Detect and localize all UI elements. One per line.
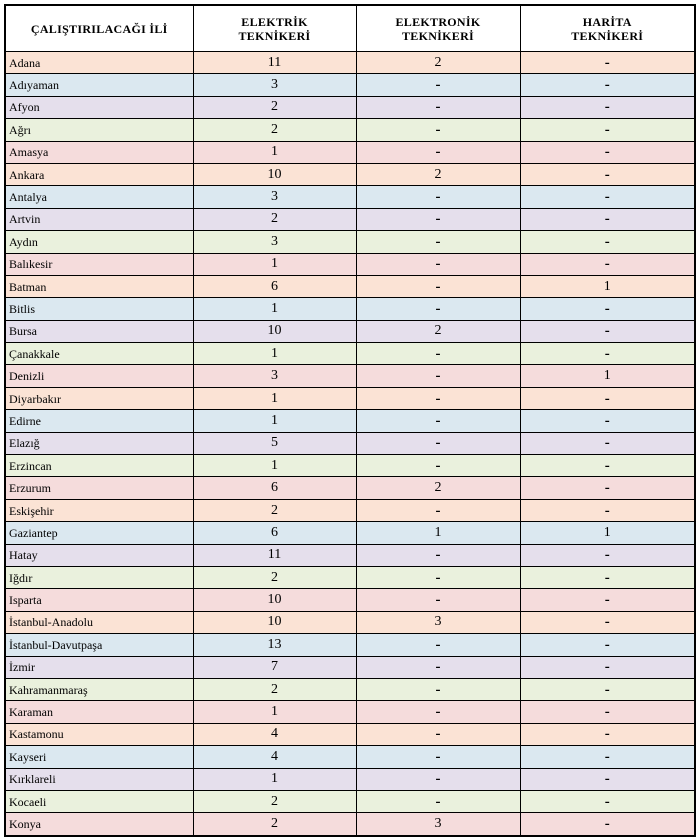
electronic-technician-cell: - [356,634,520,656]
map-technician-cell: - [520,723,695,745]
province-cell: Adana [5,52,193,74]
electric-technician-cell: 3 [193,186,356,208]
electronic-technician-cell: 2 [356,477,520,499]
map-technician-cell: - [520,432,695,454]
table-row [5,141,695,163]
province-cell: Konya [5,813,193,836]
table-row [5,768,695,790]
province-cell: Amasya [5,141,193,163]
electric-technician-cell: 2 [193,499,356,521]
electronic-technician-cell: - [356,656,520,678]
table-row [5,208,695,230]
electronic-technician-cell: - [356,119,520,141]
map-technician-cell: - [520,611,695,633]
electronic-technician-cell: 1 [356,522,520,544]
header-electronic-technician: ELEKTRONİK TEKNİKERİ [356,5,520,52]
map-technician-cell: - [520,455,695,477]
province-cell: Erzurum [5,477,193,499]
province-cell: Aydın [5,231,193,253]
electric-technician-cell: 1 [193,141,356,163]
province-cell: Kayseri [5,746,193,768]
province-cell: İzmir [5,656,193,678]
electric-technician-cell: 13 [193,634,356,656]
province-cell: Edirne [5,410,193,432]
electric-technician-cell: 1 [193,410,356,432]
table-row [5,96,695,118]
electronic-technician-cell: - [356,231,520,253]
header-map-technician: HARİTA TEKNİKERİ [520,5,695,52]
table-row [5,163,695,185]
map-technician-cell: - [520,387,695,409]
province-cell: Adıyaman [5,74,193,96]
electric-technician-cell: 2 [193,678,356,700]
electronic-technician-cell: - [356,186,520,208]
map-technician-cell: - [520,343,695,365]
province-cell: Kocaeli [5,790,193,812]
electric-technician-cell: 10 [193,589,356,611]
province-cell: Ankara [5,163,193,185]
map-technician-cell: - [520,768,695,790]
map-technician-cell: 1 [520,365,695,387]
table-row [5,455,695,477]
table-row [5,790,695,812]
map-technician-cell: - [520,656,695,678]
province-cell: Artvin [5,208,193,230]
province-cell: Kastamonu [5,723,193,745]
table-row [5,253,695,275]
province-cell: İstanbul-Anadolu [5,611,193,633]
province-cell: Batman [5,275,193,297]
table-row [5,522,695,544]
electric-technician-cell: 5 [193,432,356,454]
map-technician-cell: - [520,74,695,96]
table-row [5,275,695,297]
electronic-technician-cell: - [356,96,520,118]
electronic-technician-cell: - [356,365,520,387]
map-technician-cell: - [520,746,695,768]
electronic-technician-cell: - [356,141,520,163]
electric-technician-cell: 1 [193,455,356,477]
map-technician-cell: 1 [520,522,695,544]
table-row [5,343,695,365]
map-technician-cell: - [520,320,695,342]
electric-technician-cell: 11 [193,52,356,74]
table-row [5,746,695,768]
electric-technician-cell: 10 [193,320,356,342]
table-row [5,634,695,656]
map-technician-cell: - [520,634,695,656]
table-row [5,656,695,678]
header-electric-technician: ELEKTRİK TEKNİKERİ [193,5,356,52]
table-row [5,119,695,141]
electric-technician-cell: 6 [193,477,356,499]
electronic-technician-cell: - [356,387,520,409]
province-cell: Isparta [5,589,193,611]
table-row [5,298,695,320]
map-technician-cell: - [520,253,695,275]
electric-technician-cell: 2 [193,96,356,118]
table-row [5,186,695,208]
map-technician-cell: - [520,96,695,118]
electronic-technician-cell: - [356,790,520,812]
province-cell: Eskişehir [5,499,193,521]
table-row [5,52,695,74]
table-row [5,813,695,836]
electronic-technician-cell: - [356,74,520,96]
electric-technician-cell: 4 [193,746,356,768]
map-technician-cell: - [520,410,695,432]
electric-technician-cell: 11 [193,544,356,566]
province-cell: İstanbul-Davutpaşa [5,634,193,656]
electronic-technician-cell: - [356,701,520,723]
electronic-technician-cell: - [356,275,520,297]
electric-technician-cell: 3 [193,365,356,387]
electronic-technician-cell: 3 [356,813,520,836]
table-row [5,231,695,253]
electronic-technician-cell: - [356,455,520,477]
table-row [5,477,695,499]
electronic-technician-cell: - [356,298,520,320]
table-row [5,432,695,454]
table-row [5,499,695,521]
province-cell: Bursa [5,320,193,342]
electric-technician-cell: 2 [193,119,356,141]
electronic-technician-cell: 3 [356,611,520,633]
electronic-technician-cell: - [356,566,520,588]
province-cell: Karaman [5,701,193,723]
electronic-technician-cell: - [356,432,520,454]
electric-technician-cell: 1 [193,701,356,723]
header-province: ÇALIŞTIRILACAĞI İLİ [5,5,193,52]
map-technician-cell: - [520,298,695,320]
electronic-technician-cell: - [356,746,520,768]
electric-technician-cell: 10 [193,611,356,633]
electric-technician-cell: 1 [193,768,356,790]
electronic-technician-cell: 2 [356,320,520,342]
electronic-technician-cell: - [356,589,520,611]
electric-technician-cell: 6 [193,522,356,544]
province-cell: Ağrı [5,119,193,141]
table-row [5,320,695,342]
map-technician-cell: - [520,208,695,230]
electric-technician-cell: 3 [193,74,356,96]
electronic-technician-cell: 2 [356,163,520,185]
electric-technician-cell: 2 [193,566,356,588]
table-row [5,678,695,700]
table-row [5,74,695,96]
province-cell: Balıkesir [5,253,193,275]
province-cell: Afyon [5,96,193,118]
electronic-technician-cell: - [356,768,520,790]
map-technician-cell: 1 [520,275,695,297]
province-cell: Diyarbakır [5,387,193,409]
province-cell: Erzincan [5,455,193,477]
province-cell: Elazığ [5,432,193,454]
electric-technician-cell: 2 [193,813,356,836]
electric-technician-cell: 7 [193,656,356,678]
electric-technician-cell: 2 [193,790,356,812]
map-technician-cell: - [520,544,695,566]
province-cell: Kahramanmaraş [5,678,193,700]
table-header [5,5,695,52]
province-cell: Hatay [5,544,193,566]
table-row [5,611,695,633]
staff-allocation-table [4,4,696,837]
electric-technician-cell: 1 [193,253,356,275]
map-technician-cell: - [520,163,695,185]
electric-technician-cell: 1 [193,387,356,409]
electric-technician-cell: 10 [193,163,356,185]
province-cell: Antalya [5,186,193,208]
map-technician-cell: - [520,701,695,723]
electric-technician-cell: 4 [193,723,356,745]
map-technician-cell: - [520,813,695,836]
electronic-technician-cell: - [356,343,520,365]
table-row [5,365,695,387]
table-row [5,410,695,432]
map-technician-cell: - [520,566,695,588]
table-row [5,566,695,588]
map-technician-cell: - [520,186,695,208]
province-cell: Denizli [5,365,193,387]
electronic-technician-cell: - [356,723,520,745]
province-cell: Gaziantep [5,522,193,544]
province-cell: Iğdır [5,566,193,588]
table-row [5,544,695,566]
electronic-technician-cell: - [356,499,520,521]
map-technician-cell: - [520,477,695,499]
province-cell: Çanakkale [5,343,193,365]
electric-technician-cell: 6 [193,275,356,297]
province-cell: Kırklareli [5,768,193,790]
map-technician-cell: - [520,119,695,141]
electric-technician-cell: 1 [193,298,356,320]
electronic-technician-cell: 2 [356,52,520,74]
electronic-technician-cell: - [356,208,520,230]
header-row [5,5,695,52]
table-row [5,723,695,745]
map-technician-cell: - [520,141,695,163]
province-cell: Bitlis [5,298,193,320]
map-technician-cell: - [520,790,695,812]
map-technician-cell: - [520,231,695,253]
electric-technician-cell: 1 [193,343,356,365]
table-body [5,52,695,836]
electric-technician-cell: 2 [193,208,356,230]
map-technician-cell: - [520,499,695,521]
electric-technician-cell: 3 [193,231,356,253]
map-technician-cell: - [520,589,695,611]
electronic-technician-cell: - [356,678,520,700]
map-technician-cell: - [520,52,695,74]
table-row [5,701,695,723]
electronic-technician-cell: - [356,410,520,432]
electronic-technician-cell: - [356,253,520,275]
table-row [5,387,695,409]
map-technician-cell: - [520,678,695,700]
electronic-technician-cell: - [356,544,520,566]
table-row [5,589,695,611]
